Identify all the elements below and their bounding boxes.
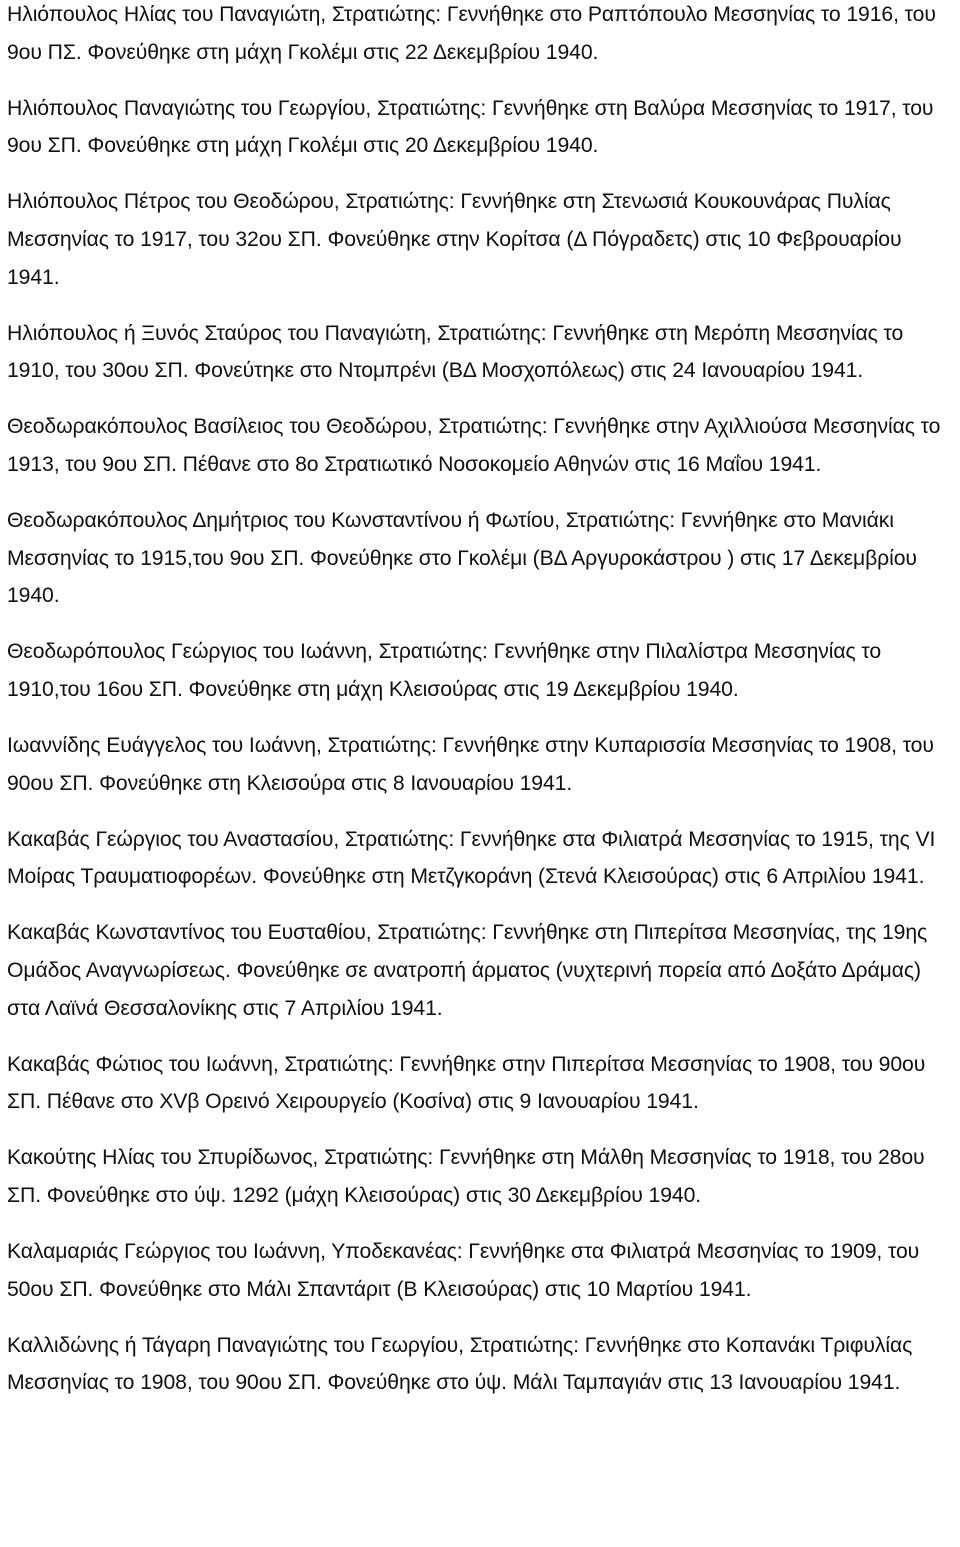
entry-ioannidis-evangelos: Ιωαννίδης Ευάγγελος του Ιωάννη, Στρατιώτης: Γεννήθηκε στην Κυπαρισσία Μεσσηνίας το 1908, του 90ου ΣΠ. Φονεύθηκε στη Κλεισούρα στις 8 Ιανουαρίου 1941. <box>7 734 934 795</box>
entry-kallidonis-panagiotis: Καλλιδώνης ή Τάγαρη Παναγιώτης του Γεωργίου, Στρατιώτης: Γεννήθηκε στο Κοπανάκι Τριφυλίας Μεσσηνίας το 1908, του 90ου ΣΠ. Φονεύθηκε στο ύψ. Μάλι Ταμπαγιάν στις 13 Ιανουαρίου 1941. <box>7 1333 913 1395</box>
entry-kakavas-fotios: Κακαβάς Φώτιος του Ιωάννη, Στρατιώτης: Γεννήθηκε στην Πιπερίτσα Μεσσηνίας το 1908, του 90ου ΣΠ. Πέθανε στο XVβ Ορεινό Χειρουργείο (Κοσίνα) στις 9 Ιανουαρίου 1941. <box>7 1052 926 1114</box>
entry-iliopoulos-petros: Ηλιόπουλος Πέτρος του Θεοδώρου, Στρατιώτης: Γεννήθηκε στη Στενωσιά Κουκουνάρας Πυλίας Μεσσηνίας το 1917, του 32ου ΣΠ. Φονεύθηκε στην Κορίτσα (Δ Πόγραδετς) στις 10 Φεβρουαρίου 1941. <box>7 190 902 289</box>
entry-kakavas-georgios: Κακαβάς Γεώργιος του Αναστασίου, Στρατιώτης: Γεννήθηκε στα Φιλιατρά Μεσσηνίας το 1915, της VI Μοίρας Τραυματιοφορέων. Φονεύθηκε στη Μετζγκοράνη (Στενά Κλεισούρας) στις 6 Απριλίου 1941. <box>7 827 936 889</box>
entry-theodoropoulos-georgios: Θεοδωρόπουλος Γεώργιος του Ιωάννη, Στρατιώτης: Γεννήθηκε στην Πιλαλίστρα Μεσσηνίας το 1910,του 16ου ΣΠ. Φονεύθηκε στη μάχη Κλεισούρας στις 19 Δεκεμβρίου 1940. <box>7 640 882 701</box>
entry-kakoutis-ilias: Κακούτης Ηλίας του Σπυρίδωνος, Στρατιώτης: Γεννήθηκε στη Μάλθη Μεσσηνίας το 1918, του 28ου ΣΠ. Φονεύθηκε στο ύψ. 1292 (μάχη Κλεισούρας) στις 30 Δεκεμβρίου 1940. <box>7 1146 925 1207</box>
entry-iliopoulos-ilias: Ηλιόπουλος Ηλίας του Παναγιώτη, Στρατιώτης: Γεννήθηκε στο Ραπτόπουλο Μεσσηνίας το 1916, του 9ου ΠΣ. Φονεύθηκε στη μάχη Γκολέμι στις 22 Δεκεμβρίου 1940. <box>7 3 936 64</box>
entry-iliopoulos-xynos-stavros: Ηλιόπουλος ή Ξυνός Σταύρος του Παναγιώτη, Στρατιώτης: Γεννήθηκε στη Μερόπη Μεσσηνίας το 1910, του 30ου ΣΠ. Φονεύτηκε στο Ντομπρένι (ΒΔ Μοσχοπόλεως) στις 24 Ιανουαρίου 1941. <box>7 321 904 383</box>
entry-theodorakopoulos-vasileios: Θεοδωρακόπουλος Βασίλειος του Θεοδώρου, Στρατιώτης: Γεννήθηκε στην Αχιλλιούσα Μεσσηνίας το 1913, του 9ου ΣΠ. Πέθανε στο 8ο Στρατιωτικό Νοσοκομείο Αθηνών στις 16 Μαΐου 1941. <box>7 415 941 476</box>
entry-theodorakopoulos-dimitrios: Θεοδωρακόπουλος Δημήτριος του Κωνσταντίνου ή Φωτίου, Στρατιώτης: Γεννήθηκε στο Μανιάκι Μεσσηνίας το 1915,του 9ου ΣΠ. Φονεύθηκε στο Γκολέμι (ΒΔ Αργυροκάστρου ) στις 17 Δεκεμβρίου 1940. <box>7 509 917 608</box>
entry-kalamarias-georgios: Καλαμαριάς Γεώργιος του Ιωάννη, Υποδεκανέας: Γεννήθηκε στα Φιλιατρά Μεσσηνίας το 1909, του 50ου ΣΠ. Φονεύθηκε στο Μάλι Σπαντάριτ (Β Κλεισούρας) στις 10 Μαρτίου 1941. <box>7 1240 920 1301</box>
entry-iliopoulos-panagiotis: Ηλιόπουλος Παναγιώτης του Γεωργίου, Στρατιώτης: Γεννήθηκε στη Βαλύρα Μεσσηνίας το 1917, του 9ου ΣΠ. Φονεύθηκε στη μάχη Γκολέμι στις 20 Δεκεμβρίου 1940. <box>7 96 934 158</box>
document-page <box>7 0 953 1402</box>
entry-kakavas-konstantinos: Κακαβάς Κωνσταντίνος του Ευσταθίου, Στρατιώτης: Γεννήθηκε στη Πιπερίτσα Μεσσηνίας, της 19ης Ομάδος Αναγνωρίσεως. Φονεύθηκε σε ανατροπή άρματος (νυχτερινή πορεία από Δοξάτο Δράμας) στα Λαϊνά Θεσσαλονίκης στις 7 Απριλίου 1941. <box>7 921 928 1020</box>
